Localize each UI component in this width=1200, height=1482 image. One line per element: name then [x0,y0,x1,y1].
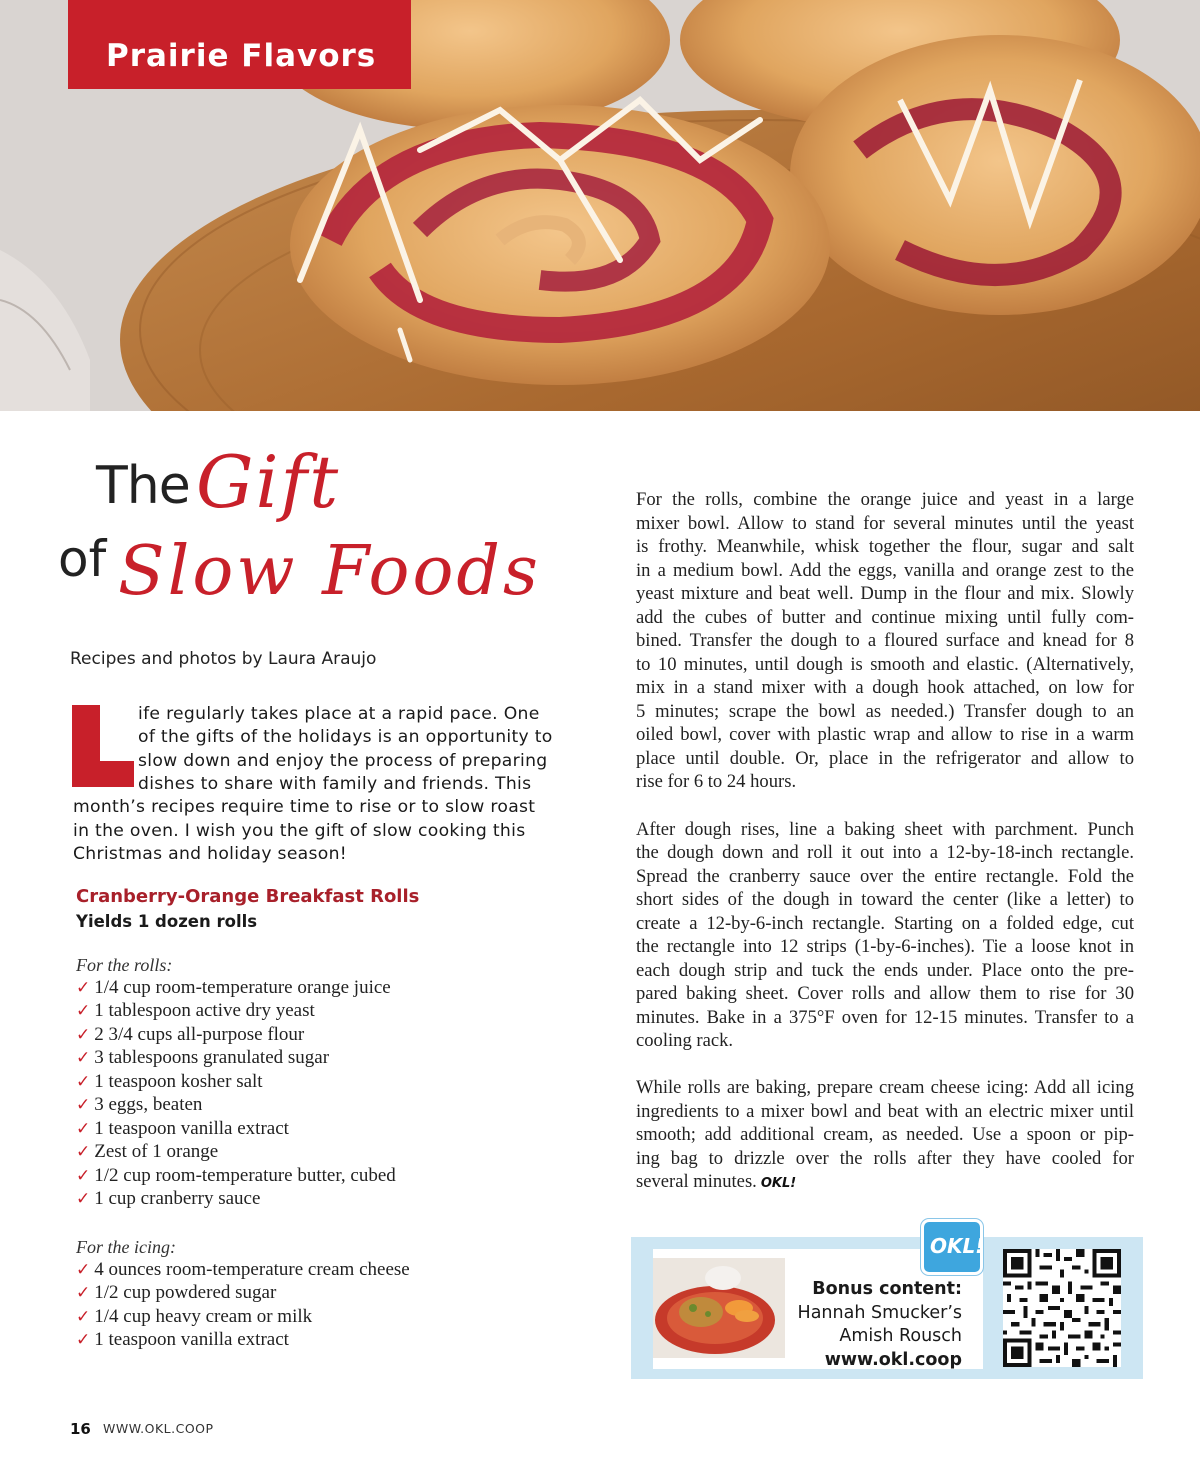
ingredient-item [76,1094,202,1116]
title-word-gift: Gift [196,440,341,524]
bonus-line: Amish Rousch [839,1326,962,1346]
ingredient-item [76,1047,329,1069]
body-line: short sides of the dough in toward the center (like a letter) to [636,889,1134,910]
footer-url[interactable]: WWW.OKL.COOP [103,1421,214,1436]
check-icon: ✓ [76,1166,91,1186]
check-icon: ✓ [76,1048,91,1068]
body-line: oiled bowl, cover with plastic wrap and allow to rise in a warm [636,724,1134,745]
ingredient-text: 1/2 cup powdered sugar [94,1282,277,1303]
intro-line: in the oven. I wish you the gift of slow cooking this [73,821,526,841]
body-line-final [636,1170,1134,1195]
check-icon: ✓ [76,1189,91,1209]
bonus-line: Hannah Smucker’s [797,1303,962,1323]
body-line: For the rolls, combine the orange juice and yeast in a large [636,489,1134,510]
ingredient-item [76,1141,218,1163]
ingredient-text: 3 eggs, beaten [94,1094,203,1115]
check-icon: ✓ [76,1095,91,1115]
check-icon: ✓ [76,1260,91,1280]
ingredient-text: 1 cup cranberry sauce [94,1188,261,1209]
body-line: ingredients to a mixer bowl and beat with an electric mixer until [636,1101,1134,1122]
ingredient-text: 4 ounces room-temperature cream cheese [94,1259,410,1280]
body-line: minutes. Bake in a 375°F oven for 12-15 minutes. Transfer to a [636,1007,1134,1028]
ingredient-text: 1 teaspoon kosher salt [94,1071,263,1092]
intro-line: month’s recipes require time to rise or to slow roast [73,797,536,817]
body-line: place until double. Or, place in the refrigerator and allow to [636,748,1134,769]
check-icon: ✓ [76,1025,91,1045]
ingredient-item [76,977,391,999]
body-line: the rectangle into 12 strips (1-by-6-inches). Tie a loose knot in [636,936,1134,957]
okl-logo-text: OKL! [930,1234,985,1258]
check-icon: ✓ [76,1119,91,1139]
bonus-link[interactable]: www.okl.coop [824,1350,962,1370]
body-line: mix in a stand mixer with a dough hook attached, on low for [636,677,1134,698]
ingredient-item [76,1259,410,1281]
check-icon: ✓ [76,978,91,998]
body-line: yeast mixture and beat well. Dump in the flour and mix. Slowly [636,583,1134,604]
title-word-of: of [58,530,107,588]
rousch-dish-photo [653,1258,785,1358]
ingredient-item [76,1024,304,1046]
body-line: rise for 6 to 24 hours. [636,771,797,792]
intro-line: Christmas and holiday season! [73,844,347,864]
title-word-the: The [96,456,190,516]
body-line: in a medium bowl. Add the eggs, vanilla and orange zest to the [636,560,1134,581]
ingredient-text: 1 tablespoon active dry yeast [94,1000,315,1021]
body-line: the dough down and roll it out into a 12-by-18-inch rectangle. [636,842,1134,863]
rolls-heading: For the rolls: [76,955,173,975]
check-icon: ✓ [76,1142,91,1162]
rousch-dish-image [653,1258,785,1358]
ingredient-text: 1/4 cup room-temperature orange juice [94,977,391,998]
body-line: While rolls are baking, prepare cream cheese icing: Add all icing [636,1077,1134,1098]
ingredient-text: 1 teaspoon vanilla extract [94,1329,289,1350]
title-words-slow-foods: Slow Foods [118,532,541,611]
ingredient-text: 3 tablespoons granulated sugar [94,1047,330,1068]
icing-heading: For the icing: [76,1237,176,1257]
intro-line: slow down and enjoy the process of preparing [138,751,548,771]
check-icon: ✓ [76,1307,91,1327]
section-tag-label: Prairie Flavors [106,38,377,74]
body-line: mixer bowl. Allow to stand for several minutes until the yeast [636,513,1134,534]
intro-line: ife regularly takes place at a rapid pace. One [138,704,540,724]
body-line: bined. Transfer the dough to a floured surface and knead for 8 [636,630,1134,651]
body-line: After dough rises, line a baking sheet with parchment. Punch [636,819,1134,840]
check-icon: ✓ [76,1072,91,1092]
recipe-title: Cranberry-Orange Breakfast Rolls [76,886,420,907]
body-line: each dough strip and tuck the ends under. Place onto the pre- [636,960,1134,981]
hero-photo [0,0,1200,411]
ingredient-item [76,1282,276,1304]
ingredient-item [76,1306,312,1328]
recipe-yield: Yields 1 dozen rolls [76,912,258,931]
ingredient-item [76,1118,289,1140]
intro-line: of the gifts of the holidays is an opportunity to [138,727,553,747]
ingredient-text: 1/4 cup heavy cream or milk [94,1306,313,1327]
ingredient-text: 2 3/4 cups all-purpose flour [94,1024,305,1045]
qr-code[interactable] [1003,1249,1121,1367]
okl-logo-icon [921,1219,983,1275]
body-line: 5 minutes; scrape the bowl as needed.) Transfer dough to an [636,701,1134,722]
ingredient-item [76,1329,289,1351]
check-icon: ✓ [76,1001,91,1021]
okl-end-mark: OKL! [760,1176,797,1191]
ingredient-item [76,1165,396,1187]
check-icon: ✓ [76,1330,91,1350]
ingredient-text: Zest of 1 orange [94,1141,219,1162]
ingredient-item [76,1000,315,1022]
body-line: to 10 minutes, until dough is smooth and elastic. (Alternatively, [636,654,1134,675]
body-line: pared baking sheet. Cover rolls and allow them to rise for 30 [636,983,1134,1004]
ingredient-item [76,1188,260,1210]
qr-code-icon [1003,1249,1121,1367]
body-line-text: several minutes. [636,1171,757,1192]
body-line: create a 12-by-6-inch rectangle. Starting on a folded edge, cut [636,913,1134,934]
body-line: smooth; add additional cream, as needed. Use a spoon or pip- [636,1124,1134,1145]
intro-line: dishes to share with family and friends. This [138,774,532,794]
ingredient-text: 1/2 cup room-temperature butter, cubed [94,1165,396,1186]
drop-cap-l [72,705,134,787]
body-line: is frothy. Meanwhile, whisk together the flour, sugar and salt [636,536,1134,557]
body-line: cooling rack. [636,1030,734,1051]
byline: Recipes and photos by Laura Araujo [70,649,377,669]
body-line: Spread the cranberry sauce over the entire rectangle. Fold the [636,866,1134,887]
ingredient-item [76,1071,263,1093]
check-icon: ✓ [76,1283,91,1303]
ingredient-text: 1 teaspoon vanilla extract [94,1118,289,1139]
body-line: add the cubes of butter and continue mixing until fully com- [636,607,1134,628]
page-number: 16 [70,1420,91,1438]
bonus-label: Bonus content: [812,1279,962,1299]
section-tag [68,0,411,89]
body-line: ing bag to drizzle over the rolls after they have cooled for [636,1148,1134,1169]
